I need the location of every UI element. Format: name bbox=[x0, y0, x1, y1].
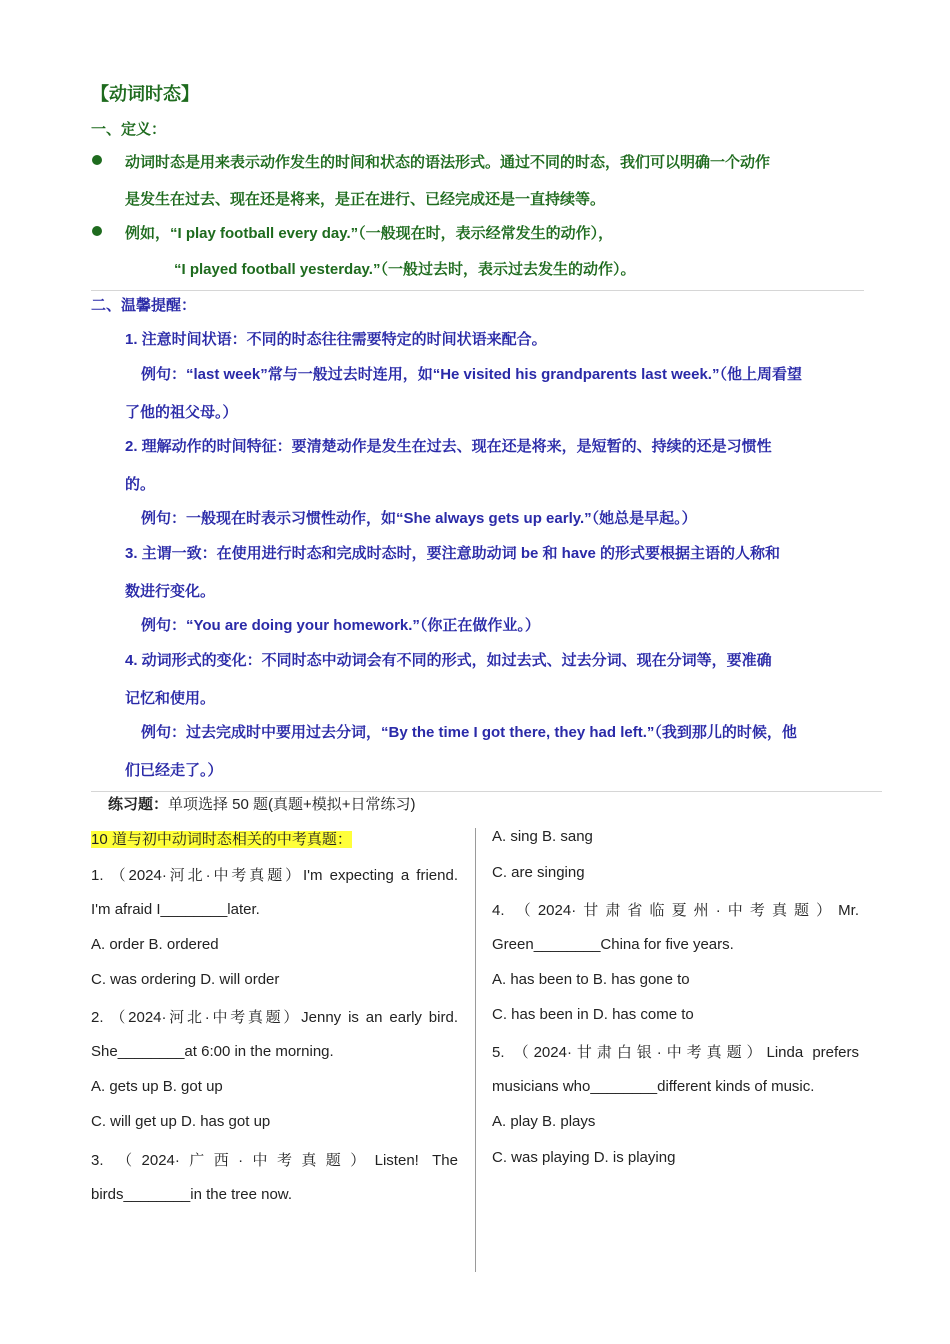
divider bbox=[91, 791, 882, 792]
tip-example: 例句：“last week”常与一般过去时连用，如“He visited his grandparents last week.”（他上周看望 bbox=[141, 366, 802, 383]
tip-example: 例句：“You are doing your homework.”（你正在做作业。） bbox=[141, 617, 540, 634]
definition-line: 动词时态是用来表示动作发生的时间和状态的语法形式。通过不同的时态，我们可以明确一个动作 bbox=[125, 154, 771, 171]
option-line: C. was ordering D. will order bbox=[91, 971, 280, 988]
question-stem: 5. （2024·甘肃白银·中考真题）Linda prefers bbox=[492, 1044, 859, 1061]
example-line: “I played football yesterday.”（一般过去时，表示过去发生的动作）。 bbox=[174, 261, 636, 278]
tip-line: 4. 动词形式的变化：不同时态中动词会有不同的形式，如过去式、过去分词、现在分词等，要准确 bbox=[125, 652, 772, 669]
column-divider bbox=[475, 828, 476, 1272]
tip-example: 例句：一般现在时表示习惯性动作，如“She always gets up early.”（她总是早起。） bbox=[141, 510, 697, 527]
question-stem: 1. （2024·河北·中考真题）I'm expecting a friend. bbox=[91, 867, 458, 884]
tip-line: 记忆和使用。 bbox=[125, 690, 216, 707]
page-title: 【动词时态】 bbox=[91, 84, 199, 104]
tip-line: 1. 注意时间状语：不同的时态往往需要特定的时间状语来配合。 bbox=[125, 331, 547, 348]
option-line: C. has been in D. has come to bbox=[492, 1006, 694, 1023]
tip-line: 的。 bbox=[125, 476, 156, 493]
definition-line: 是发生在过去、现在还是将来，是正在进行、已经完成还是一直持续等。 bbox=[125, 191, 606, 208]
highlight-text: 10 道与初中动词时态相关的中考真题： bbox=[91, 831, 352, 848]
bullet-dot bbox=[92, 155, 102, 165]
practice-label: 练习题： bbox=[108, 796, 169, 813]
option-line: A. play B. plays bbox=[492, 1113, 596, 1130]
divider bbox=[91, 290, 864, 291]
tip-line: 数进行变化。 bbox=[125, 583, 216, 600]
bullet-dot bbox=[92, 226, 102, 236]
question-stem: 4. （2024·甘肃省临夏州·中考真题）Mr. bbox=[492, 902, 859, 919]
tip-example: 例句：过去完成时中要用过去分词，“By the time I got there, they had left.”（我到那儿的时候，他 bbox=[141, 724, 797, 741]
question-stem: 3. （2024·广西·中考真题）Listen! The bbox=[91, 1152, 458, 1169]
question-stem: birds________in the tree now. bbox=[91, 1186, 292, 1203]
example-line: 例如，“I play football every day.”（一般现在时，表示经常发生的动作）， bbox=[125, 225, 614, 242]
option-line: C. are singing bbox=[492, 864, 585, 881]
tip-line: 3. 主谓一致：在使用进行时态和完成时态时，要注意助动词 be 和 have 的形式要根据主语的人称和 bbox=[125, 545, 781, 562]
question-stem: 2. （2024·河北·中考真题）Jenny is an early bird. bbox=[91, 1009, 458, 1026]
practice-desc: 单项选择 50 题(真题+模拟+日常练习) bbox=[168, 796, 416, 813]
highlight-heading bbox=[91, 828, 352, 849]
tip-example: 了他的祖父母。） bbox=[125, 404, 238, 421]
tip-line: 2. 理解动作的时间特征：要清楚动作是发生在过去、现在还是将来，是短暂的、持续的还是习惯性 bbox=[125, 438, 772, 455]
tip-example: 们已经走了。） bbox=[125, 762, 223, 779]
practice-header bbox=[108, 793, 416, 814]
option-line: A. order B. ordered bbox=[91, 936, 219, 953]
option-line: A. gets up B. got up bbox=[91, 1078, 223, 1095]
question-stem: musicians who________different kinds of music. bbox=[492, 1078, 815, 1095]
question-stem: Green________China for five years. bbox=[492, 936, 734, 953]
option-line: A. sing B. sang bbox=[492, 828, 593, 845]
section-heading-tips: 二、温馨提醒： bbox=[91, 297, 197, 314]
option-line: C. was playing D. is playing bbox=[492, 1149, 676, 1166]
section-heading-definition: 一、定义： bbox=[91, 121, 167, 138]
option-line: C. will get up D. has got up bbox=[91, 1113, 271, 1130]
option-line: A. has been to B. has gone to bbox=[492, 971, 690, 988]
question-stem: I'm afraid I________later. bbox=[91, 901, 260, 918]
question-stem: She________at 6:00 in the morning. bbox=[91, 1043, 334, 1060]
